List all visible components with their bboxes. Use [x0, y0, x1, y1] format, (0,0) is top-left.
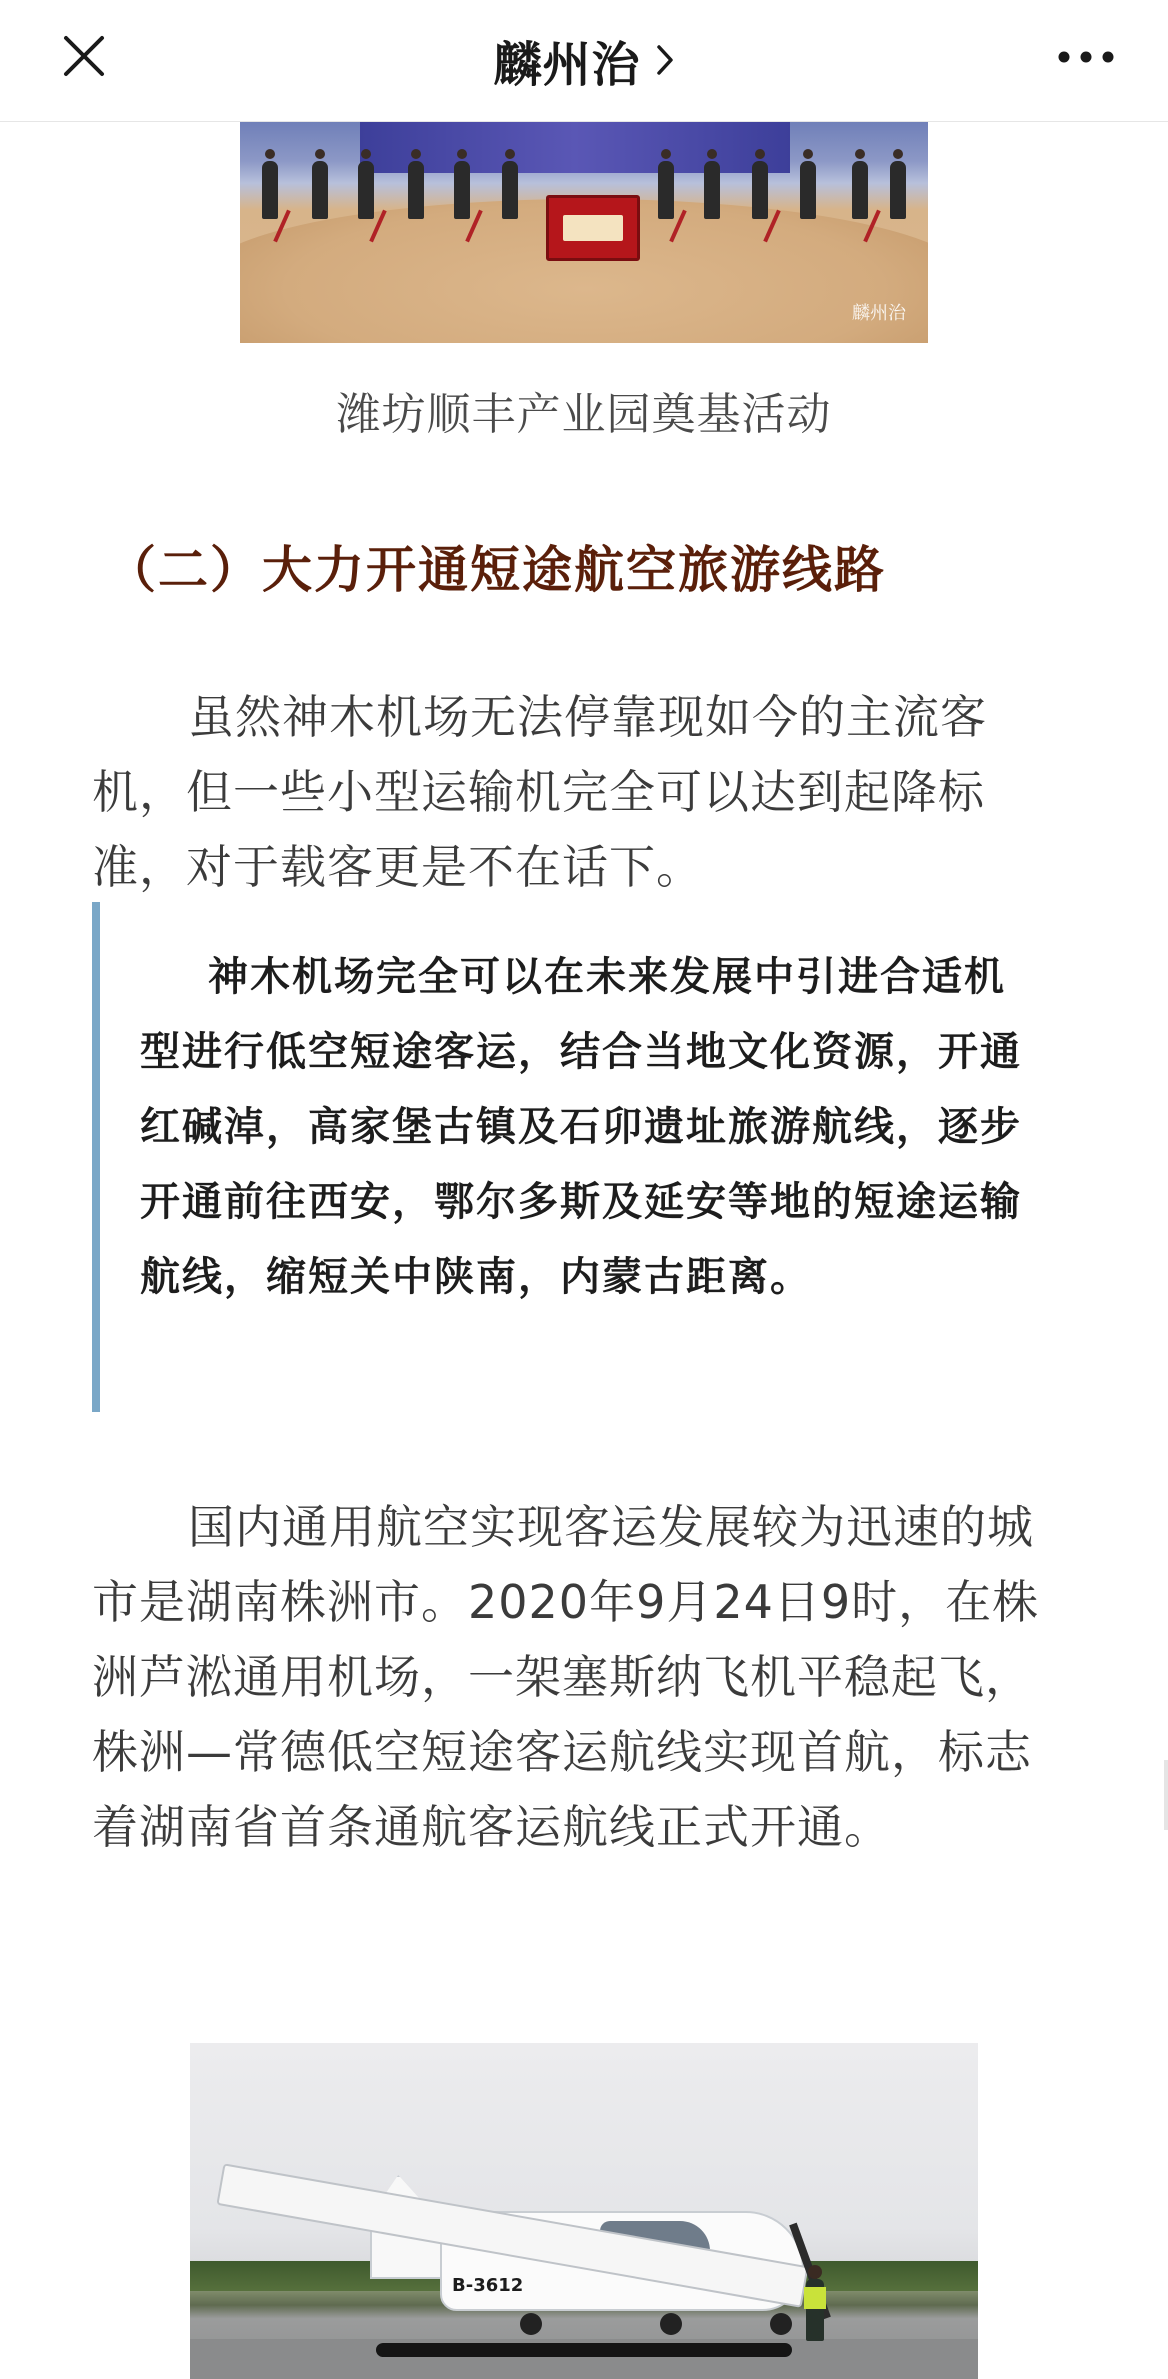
watermark-text: 麟州治: [852, 303, 906, 324]
photo-person: [408, 161, 424, 219]
photo-person: [502, 161, 518, 219]
photo-person: [890, 161, 906, 219]
photo-person: [262, 161, 278, 219]
photo-ground-crew: [808, 2265, 822, 2279]
ceremony-photo[interactable]: [240, 121, 928, 343]
paragraph-text: 虽然神木机场无法停靠现如今的主流客机，但一些小型运输机完全可以达到起降标准，对于载客更是不在话下。: [92, 690, 987, 894]
photo-ground-crew-vest: [804, 2287, 826, 2309]
aircraft-photo[interactable]: [190, 2043, 978, 2379]
chevron-right-icon: [655, 33, 675, 89]
photo-backdrop-banner: [360, 121, 790, 173]
account-title-link[interactable]: [493, 26, 674, 95]
photo-person: [752, 161, 768, 219]
account-name: 麟州治: [493, 37, 641, 93]
blockquote: [92, 902, 1052, 1412]
more-icon: [1056, 49, 1116, 68]
image-watermark: [852, 299, 906, 325]
image-caption: 潍坊顺丰产业园奠基活动: [336, 389, 832, 440]
scrollbar-thumb[interactable]: [1164, 1760, 1168, 1830]
photo-person: [800, 161, 816, 219]
photo-person: [658, 161, 674, 219]
photo-wheel: [520, 2313, 542, 2335]
close-icon: [62, 34, 106, 82]
body-paragraph: [92, 680, 1052, 905]
section-heading: （二）大力开通短途航空旅游线路: [106, 541, 886, 599]
blockquote-text: 神木机场完全可以在未来发展中引进合适机型进行低空短途客运，结合当地文化资源，开通红碱淖，高家堡古镇及石卯遗址旅游航线，逐步开通前往西安，鄂尔多斯及延安等地的短途运输航线，缩短关中陕南，内蒙古距离。: [140, 954, 1022, 1300]
more-button[interactable]: [1046, 26, 1126, 90]
photo-person: [454, 161, 470, 219]
photo-person: [704, 161, 720, 219]
photo-person: [312, 161, 328, 219]
photo-wheel: [770, 2313, 792, 2335]
body-paragraph: [92, 1490, 1052, 1865]
photo-red-plaque: [546, 195, 640, 261]
photo-person: [852, 161, 868, 219]
blockquote-body: [140, 940, 1040, 1315]
close-button[interactable]: [52, 26, 116, 90]
photo-wheel: [660, 2313, 682, 2335]
photo-person: [358, 161, 374, 219]
paragraph-text: 国内通用航空实现客运发展较为迅速的城市是湖南株洲市。2020年9月24日9时，在株洲芦淞通用机场，一架塞斯纳飞机平稳起飞，株洲—常德低空短途客运航线实现首航，标志着湖南省首条通航客运航线正式开通。: [92, 1500, 1040, 1854]
top-nav-bar: [0, 0, 1168, 122]
home-indicator[interactable]: [376, 2343, 792, 2357]
aircraft-registration: B-3612: [452, 2275, 524, 2296]
